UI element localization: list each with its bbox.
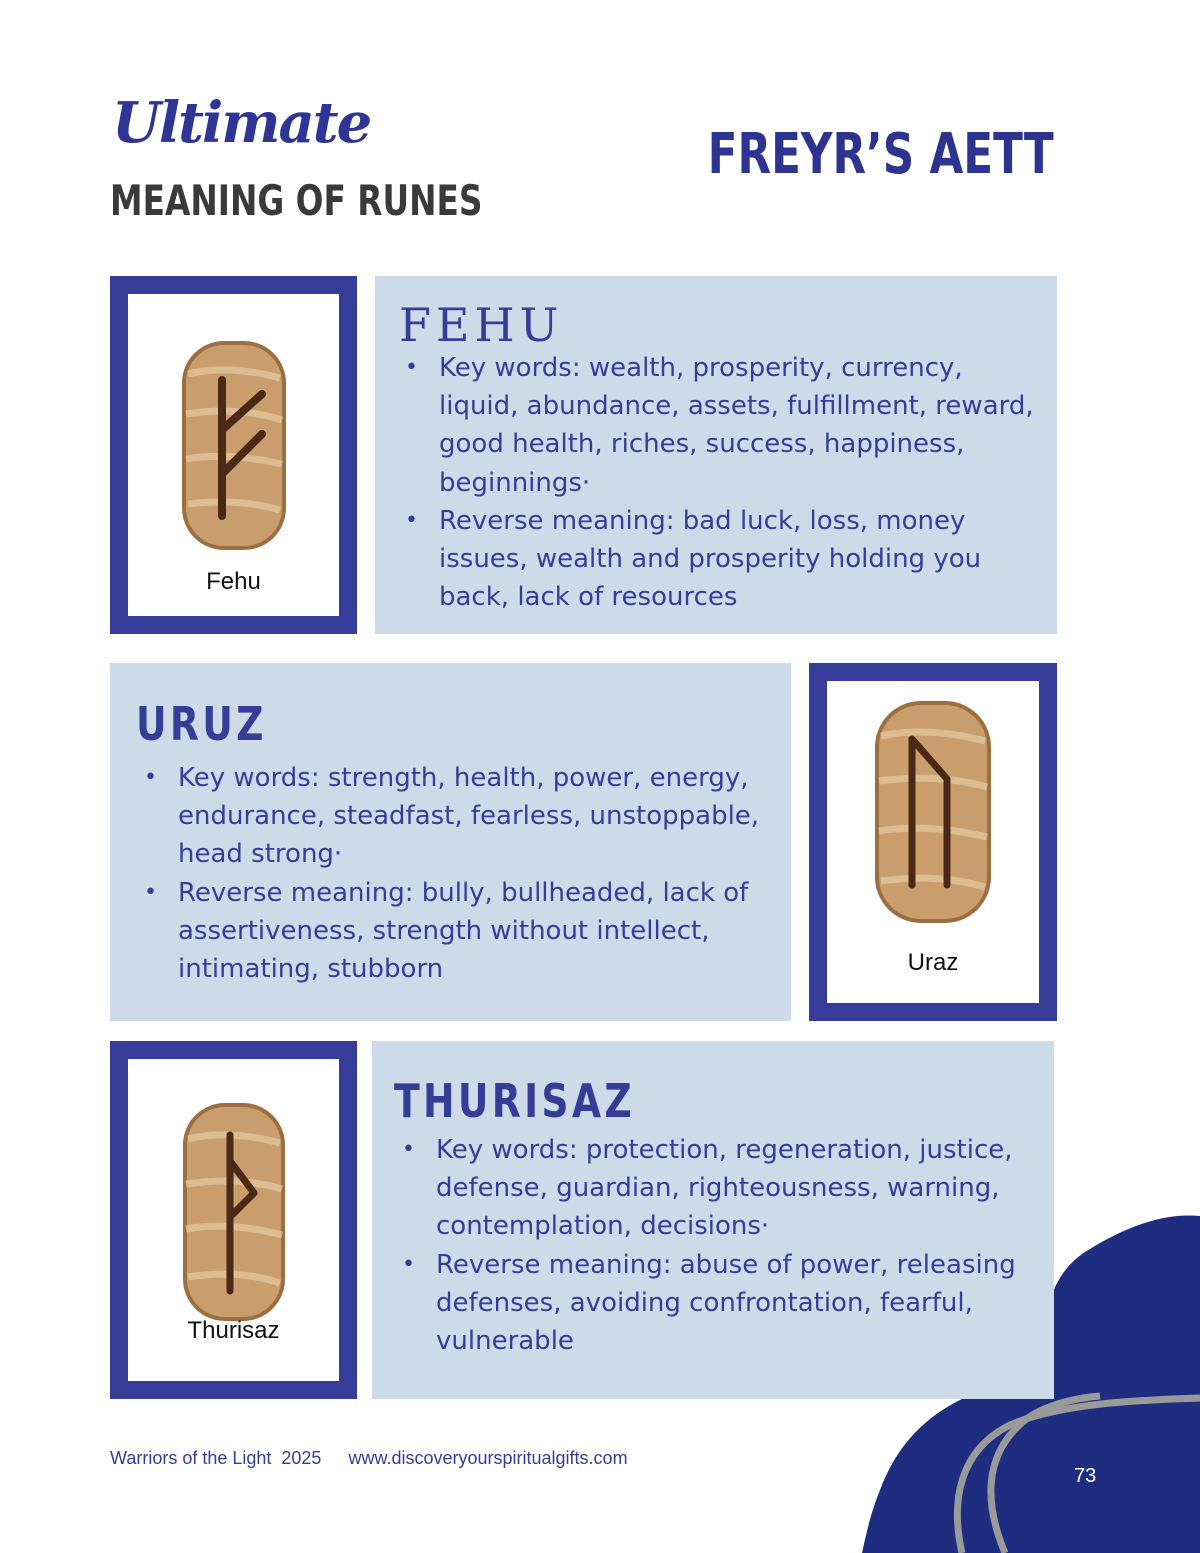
- key-words-item: • Key words: wealth, prosperity, currency, liquid, abundance, assets, fulfillment, reward, good health, riches, success, happiness, beginnings·: [405, 349, 1035, 502]
- rune-card-caption: Thurisaz: [187, 1317, 280, 1344]
- key-words-item: • Key words: protection, regeneration, justice, defense, guardian, righteousness, warning, contemplation, decisions·: [402, 1131, 1032, 1246]
- reverse-meaning-item: • Reverse meaning: abuse of power, releasing defenses, avoiding confrontation, fearful, vulnerable: [402, 1246, 1032, 1361]
- rune-description-list: [144, 759, 764, 988]
- rune-title: URUZ: [136, 697, 267, 751]
- aett-title: FREYR’S AETT: [707, 122, 1054, 187]
- rune-panel-thurisaz: [372, 1041, 1054, 1399]
- rune-card-thurisaz: [110, 1041, 357, 1399]
- rune-panel-uruz: [110, 663, 791, 1021]
- rune-panel-fehu: [375, 276, 1057, 634]
- rune-card-uruz: [809, 663, 1057, 1021]
- footer: [110, 1448, 628, 1469]
- rune-description-list: [402, 1131, 1032, 1360]
- footer-url-link[interactable]: www.discoveryourspiritualgifts.com: [348, 1448, 628, 1468]
- script-title: Ultimate: [112, 90, 371, 156]
- rune-card-fehu: [110, 276, 357, 634]
- page-number: 73: [1074, 1465, 1097, 1487]
- rune-card-caption: Fehu: [206, 568, 261, 595]
- page-subtitle: MEANING OF RUNES: [110, 176, 483, 225]
- rune-card-caption: Uraz: [907, 949, 959, 976]
- rune-description-list: [405, 349, 1035, 616]
- rune-title: FEHU: [399, 298, 564, 352]
- key-words-item: • Key words: strength, health, power, energy, endurance, steadfast, fearless, unstoppable, head strong·: [144, 759, 764, 874]
- footer-credit: Warriors of the Light 2025: [110, 1448, 322, 1468]
- rune-title: THURISAZ: [394, 1074, 635, 1128]
- reverse-meaning-item: • Reverse meaning: bully, bullheaded, lack of assertiveness, strength without intellect, intimating, stubborn: [144, 874, 764, 989]
- reverse-meaning-item: • Reverse meaning: bad luck, loss, money issues, wealth and prosperity holding you back, lack of resources: [405, 502, 1035, 617]
